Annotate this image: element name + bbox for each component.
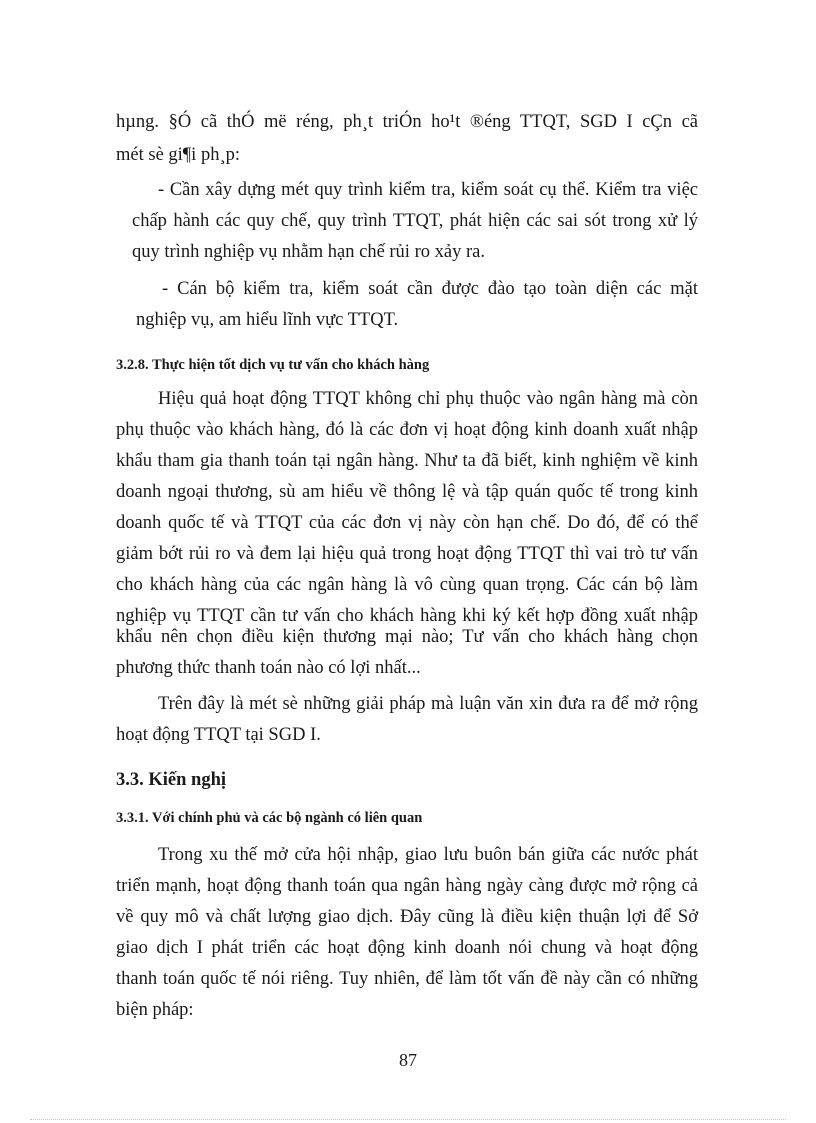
paragraph-line: nghiệp vụ TTQT cần tư vấn cho khách hàng khi ký kết hợp đồng xuất nhập <box>116 606 698 626</box>
paragraph-line: thanh toán quốc tế nói riêng. Tuy nhiên, để làm tốt vấn đề này cần có những <box>116 969 698 989</box>
bullet-line: - Cần xây dựng mét quy trình kiểm tra, kiểm soát cụ thể. Kiểm tra việc <box>158 180 698 200</box>
paragraph-line: giao dịch I phát triển các hoạt động kinh doanh nói chung và hoạt động <box>116 938 698 958</box>
section-heading: 3.2.8. Thực hiện tốt dịch vụ tư vấn cho khách hàng <box>116 357 430 373</box>
bullet-line: nghiệp vụ, am hiểu lĩnh vực TTQT. <box>136 310 399 330</box>
paragraph-line: cho khách hàng của các ngân hàng là vô cùng quan trọng. Các cán bộ làm <box>116 575 698 595</box>
paragraph-line: biện pháp: <box>116 1000 194 1020</box>
paragraph-line: triển mạnh, hoạt động thanh toán qua ngân hàng ngày càng được mở rộng cả <box>116 876 698 896</box>
paragraph-line: khẩu nên chọn điều kiện thương mại nào; Tư vấn cho khách hàng chọn <box>116 627 698 647</box>
page-number: 87 <box>399 1050 417 1070</box>
paragraph-line: Trên đây là mét sè những giải pháp mà luận văn xin đưa ra để mở rộng <box>158 694 698 714</box>
paragraph-line: hoạt động TTQT tại SGD I. <box>116 725 321 745</box>
subsection-heading: 3.3.1. Với chính phủ và các bộ ngành có liên quan <box>116 810 423 826</box>
bullet-line: chấp hành các quy chế, quy trình TTQT, phát hiện các sai sót trong xử lý <box>132 211 698 231</box>
paragraph-line: Trong xu thế mở cửa hội nhập, giao lưu buôn bán giữa các nước phát <box>158 845 698 865</box>
bullet-line: quy trình nghiệp vụ nhằm hạn chế rủi ro xảy ra. <box>132 242 485 262</box>
paragraph-line: khẩu tham gia thanh toán tại ngân hàng. Như ta đã biết, kinh nghiệm về kinh <box>116 451 698 471</box>
section-heading: 3.3. Kiến nghị <box>116 770 226 790</box>
paragraph-line: về quy mô và chất lượng giao dịch. Đây cũng là điều kiện thuận lợi để Sở <box>116 907 698 927</box>
paragraph-line: mét sè gi¶i ph¸p: <box>116 145 240 165</box>
paragraph-line: phương thức thanh toán nào có lợi nhất... <box>116 658 421 678</box>
paragraph-line: doanh quốc tế và TTQT của các đơn vị này còn hạn chế. Do đó, để có thể <box>116 513 698 533</box>
paragraph-line: doanh ngoại thương, sù am hiểu về thông lệ và tập quán quốc tế trong kinh <box>116 482 698 502</box>
page-bottom-divider <box>30 1119 786 1120</box>
bullet-line: - Cán bộ kiểm tra, kiểm soát cần được đào tạo toàn diện các mặt <box>162 279 698 299</box>
paragraph-line: phụ thuộc vào khách hàng, đó là các đơn vị hoạt động kinh doanh xuất nhập <box>116 420 698 440</box>
paragraph-line: Hiệu quả hoạt động TTQT không chỉ phụ thuộc vào ngân hàng mà còn <box>158 389 698 409</box>
paragraph-line: hµng. §Ó cã thÓ më réng, ph¸t triÓn ho¹t ®éng TTQT, SGD I cÇn cã <box>116 112 698 132</box>
paragraph-line: giảm bớt rủi ro và đem lại hiệu quả trong hoạt động TTQT thì vai trò tư vấn <box>116 544 698 564</box>
